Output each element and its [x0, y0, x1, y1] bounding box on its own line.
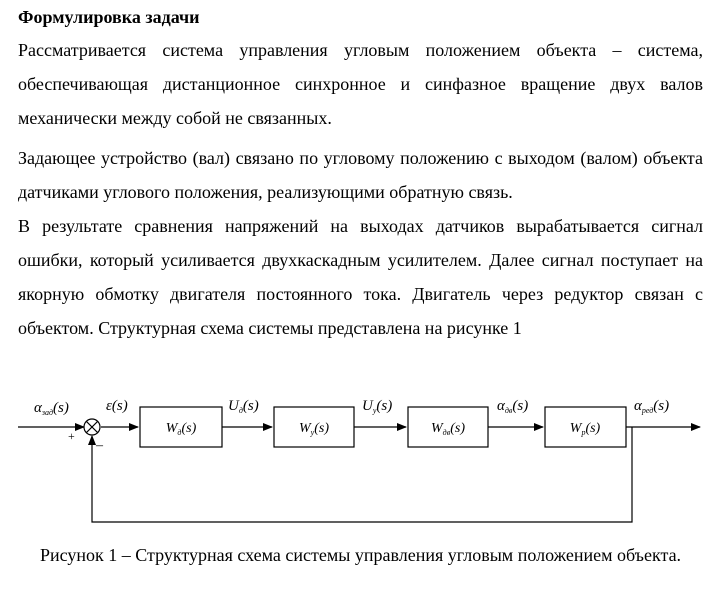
- block-wdv-label: $W_{дв}(s)$: [431, 421, 465, 437]
- block-diagram: [0, 385, 721, 530]
- minus-sign: –: [96, 438, 103, 453]
- input-signal-label: $\alpha_{зад}(s)$: [34, 400, 69, 417]
- uy-signal-label: $U_у(s)$: [362, 398, 393, 415]
- figure-caption: Рисунок 1 – Структурная схема системы управления угловым положением объекта.: [39, 545, 682, 565]
- error-signal-label: ε(s): [106, 398, 128, 414]
- ud-signal-label: $U_д(s)$: [228, 398, 259, 415]
- block-wp-label: $W_р(s)$: [569, 421, 601, 437]
- block-wdv: [408, 407, 488, 447]
- plus-sign: +: [68, 429, 75, 443]
- paragraph-signal-description: В результате сравнения напряжений на выходах датчиков вырабатывается сигнал ошибки, который усиливается двухкаскадным усилителем. Далее сигнал поступает на якорную обмотку двигателя постоянного тока. Двигатель через редуктор связан с объектом. Структурная схема системы представлена на рисунке 1: [18, 216, 703, 338]
- summing-junction: [84, 419, 100, 435]
- task-heading: Формулировка задачи: [18, 7, 200, 27]
- block-wy-label: $W_у(s)$: [298, 421, 330, 437]
- block-wd-label: $W_д(s)$: [165, 421, 197, 437]
- paragraph-system-description: Рассматривается система управления угловым положением объекта – система, обеспечивающая дистанционное синхронное и синфазное вращение двух валов механически между собой не связанных.: [18, 40, 703, 128]
- adv-signal-label: $\alpha_{дв}(s)$: [497, 398, 529, 415]
- output-signal-label: $\alpha_{ред}(s)$: [634, 398, 670, 415]
- paragraph-feedback-description: Задающее устройство (вал) связано по угловому положению с выходом (валом) объекта датчиками углового положения, реализующими обратную связь.: [18, 148, 703, 202]
